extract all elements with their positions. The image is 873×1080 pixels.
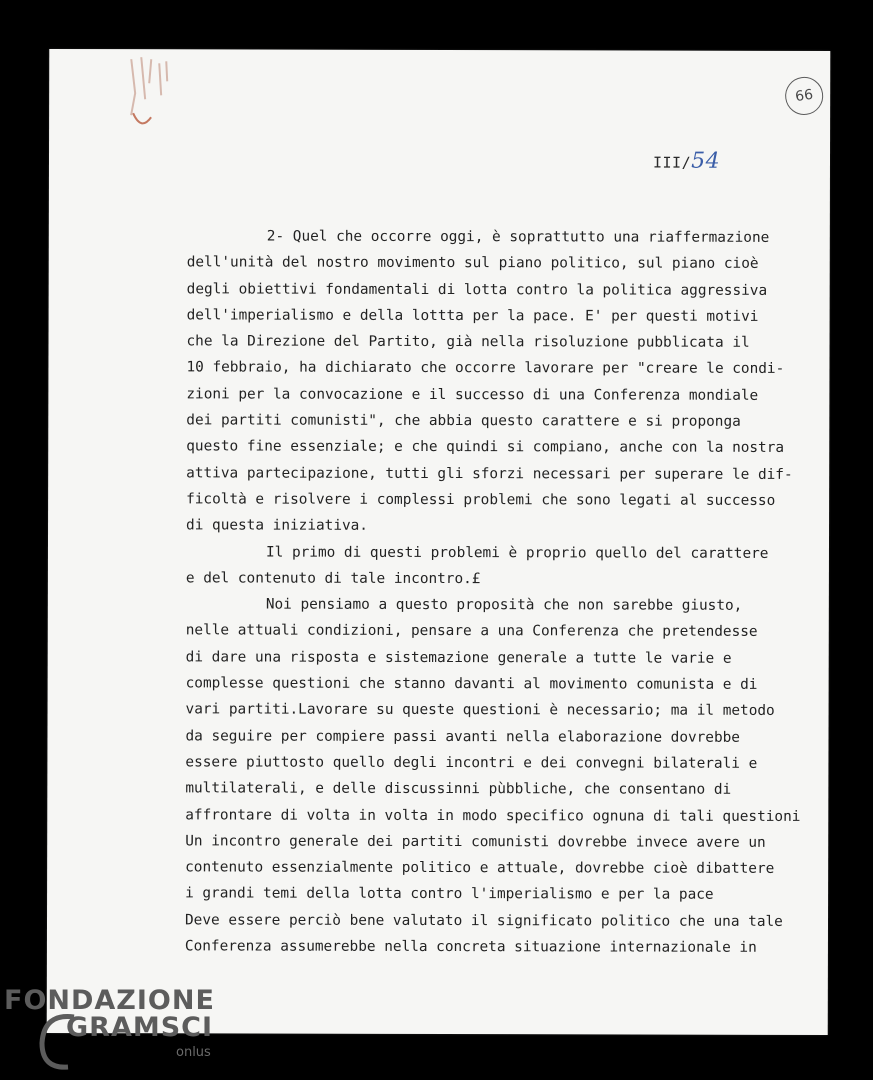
text-line: Deve essere perciò bene valutato il significato politico che una tale — [184, 912, 783, 930]
text-line: multilaterali, e delle discussinni pùbbliche, che consentano di — [185, 780, 732, 799]
text-line: Un incontro generale dei partiti comunisti dovrebbe invece avere un — [185, 833, 766, 851]
text-line: 2- Quel che occorre oggi, è soprattutto una riaffermazione — [266, 228, 770, 246]
text-line: affrontare di volta in volta in modo specifico ognuna di tali questioni — [185, 806, 801, 825]
text-line: contenuto essenzialmente politico e attuale, dovrebbe cioè dibattere — [185, 859, 775, 878]
text-line: Conferenza assumerebbe nella concreta situazione internazionale in — [184, 938, 757, 956]
text-line: attiva partecipazione, tutti gli sforzi necessari per superare le dif- — [186, 465, 793, 483]
text-line: complesse questioni che stanno davanti al movimento comunista e di — [185, 675, 758, 693]
page-number-value: 66 — [794, 86, 815, 106]
document-reference — [653, 149, 720, 174]
text-line: da seguire per compiere passi avanti nella elaborazione dovrebbe — [185, 727, 741, 746]
text-line: e del contenuto di tale incontro.£ — [185, 570, 481, 587]
watermark-logo — [4, 985, 224, 1077]
text-line: essere piuttosto quello degli incontri e dei convegni bilaterali e — [185, 754, 758, 772]
text-line: dell'imperialismo e della lottta per la pace. E' per questi motivi — [186, 307, 759, 325]
watermark-line-3: onlus — [176, 1045, 211, 1060]
watermark-line-2: GRAMSCI — [66, 1012, 214, 1043]
text-line: questo fine essenziale; e che quindi si compiano, anche con la nostra — [186, 438, 785, 457]
ink-stain-mark — [111, 53, 181, 133]
text-line: zioni per la convocazione e il successo di una Conferenza mondiale — [186, 386, 759, 404]
text-line: ficoltà e risolvere i complessi problemi che sono legati al successo — [186, 491, 776, 509]
text-line: di questa iniziativa. — [186, 517, 369, 535]
text-line: di dare una risposta e sistemazione generale a tutte le varie e — [185, 649, 732, 667]
text-line: i grandi temi della lotta contro l'imperialismo e per la pace — [185, 885, 714, 904]
text-line: degli obiettivi fondamentali di lotta contro la politica aggressiva — [186, 280, 768, 299]
text-line: Noi pensiamo a questo proposità che non sarebbe giusto, — [265, 596, 743, 614]
watermark-line-1: FONDAZIONE — [4, 985, 215, 1016]
text-line: dell'unità del nostro movimento sul piano politico, sul piano cioè — [186, 254, 759, 273]
text-line: vari partiti.Lavorare su queste questioni è necessario; ma il metodo — [185, 701, 775, 720]
reference-handwritten: 54 — [691, 148, 721, 174]
reference-typed: III/ — [652, 153, 692, 172]
paper-sheet — [47, 49, 831, 1035]
page-number-stamp — [783, 75, 826, 118]
text-line: che la Direzione del Partito, già nella risoluzione pubblicata il — [186, 333, 750, 352]
text-line: 10 febbraio, ha dichiarato che occorre lavorare per "creare le condi- — [186, 359, 785, 378]
text-line: nelle attuali condizioni, pensare a una Conferenza che pretendesse — [185, 622, 758, 641]
text-line: dei partiti comunisti", che abbia questo carattere e si proponga — [186, 412, 741, 430]
text-line: Il primo di questi problemi è proprio quello del carattere — [265, 544, 769, 562]
document-body — [185, 223, 827, 961]
